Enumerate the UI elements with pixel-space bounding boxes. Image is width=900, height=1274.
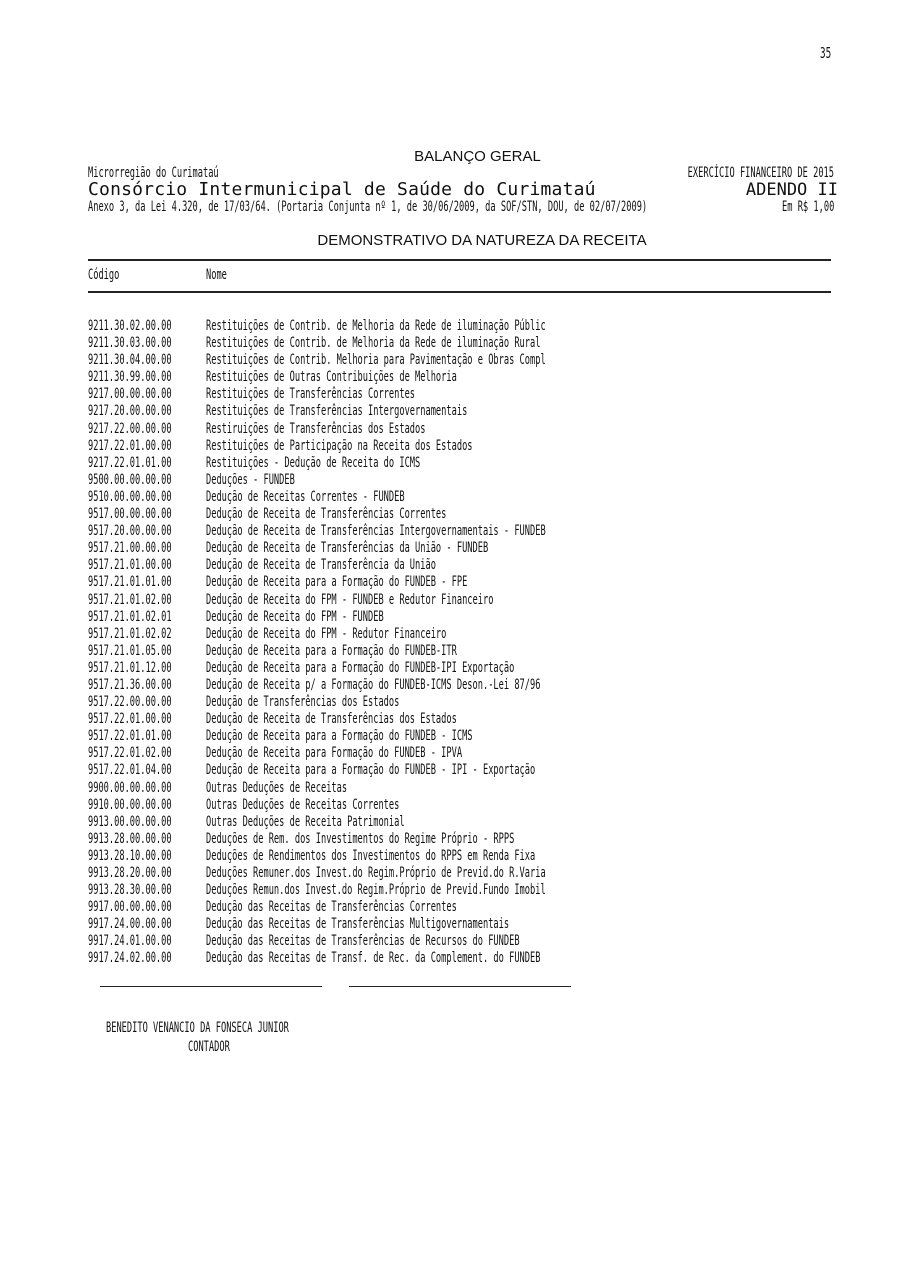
row-name: Restituições - Dedução de Receita do ICMS — [206, 454, 421, 471]
row-name: Dedução de Receita de Transferências Correntes — [206, 506, 447, 523]
row-code: 9517.21.01.12.00 — [88, 659, 172, 676]
signer-name: BENEDITO VENANCIO DA FONSECA JUNIOR — [106, 1020, 289, 1036]
row-code: 9517.21.01.02.00 — [88, 591, 172, 608]
header-rule-bottom — [88, 291, 831, 293]
column-header-code: Código — [88, 267, 120, 283]
row-name: Dedução de Receita de Transferências da União - FUNDEB — [206, 540, 489, 557]
row-code: 9211.30.04.00.00 — [88, 352, 172, 369]
row-name: Restituições de Transferências Intergovernamentais — [206, 403, 468, 420]
row-name: Dedução de Receita de Transferências dos Estados — [206, 711, 457, 728]
row-name: Dedução das Receitas de Transferências Correntes — [206, 899, 457, 916]
section-title: DEMONSTRATIVO DA NATUREZA DA RECEITA — [317, 232, 647, 249]
row-code: 9913.28.00.00.00 — [88, 830, 172, 847]
row-code: 9917.00.00.00.00 — [88, 899, 172, 916]
row-name: Restituições de Contrib. de Melhoria da Rede de iluminação Rural — [206, 335, 541, 352]
row-name: Restituições de Contrib. Melhoria para Pavimentação e Obras Compl — [206, 352, 546, 369]
row-name: Dedução de Transferências dos Estados — [206, 694, 400, 711]
signature-line — [100, 986, 322, 987]
row-code: 9517.22.01.02.00 — [88, 745, 172, 762]
row-code: 9217.22.01.01.00 — [88, 454, 172, 471]
row-code: 9211.30.03.00.00 — [88, 335, 172, 352]
report-title: BALANÇO GERAL — [414, 148, 541, 165]
row-code: 9510.00.00.00.00 — [88, 488, 172, 505]
row-name: Outras Deduções de Receita Patrimonial — [206, 813, 405, 830]
row-code: 9517.22.00.00.00 — [88, 694, 172, 711]
row-code: 9517.00.00.00.00 — [88, 506, 172, 523]
row-name: Dedução de Receita do FPM - FUNDEB — [206, 608, 384, 625]
row-name: Restituições de Contrib. de Melhoria da Rede de iluminação Públic — [206, 318, 546, 334]
row-code: 9500.00.00.00.00 — [88, 471, 172, 488]
row-code: 9517.21.36.00.00 — [88, 676, 172, 693]
row-code: 9913.28.30.00.00 — [88, 882, 172, 899]
row-code: 9913.28.20.00.00 — [88, 865, 172, 881]
currency-label: Em R$ 1,00 — [781, 199, 834, 215]
row-code: 9917.24.01.00.00 — [88, 933, 172, 950]
row-code: 9517.21.01.01.00 — [88, 574, 172, 591]
row-name: Restiruições de Transferências dos Estados — [206, 420, 426, 437]
row-code: 9217.22.00.00.00 — [88, 420, 172, 437]
region-label: Microrregião do Curimataú — [88, 165, 219, 181]
row-name: Dedução das Receitas de Transf. de Rec. da Complement. do FUNDEB — [206, 950, 541, 967]
row-name: Restituições de Outras Contribuições de Melhoria — [206, 369, 457, 386]
row-code: 9517.21.01.00.00 — [88, 557, 172, 574]
row-name: Dedução de Receitas Correntes - FUNDEB — [206, 488, 405, 505]
row-code: 9517.22.01.01.00 — [88, 728, 172, 745]
row-name: Deduções Remun.dos Invest.do Regim.Próprio de Previd.Fundo Imobil — [206, 882, 546, 899]
addendum-label: ADENDO II — [745, 180, 838, 200]
row-code: 9517.21.00.00.00 — [88, 540, 172, 557]
row-code: 9913.00.00.00.00 — [88, 813, 172, 830]
row-name: Dedução de Receita para a Formação do FUNDEB - FPE — [206, 574, 468, 591]
column-header-name: Nome — [206, 267, 227, 283]
legal-basis: Anexo 3, da Lei 4.320, de 17/03/64. (Portaria Conjunta nº 1, de 30/06/2009, da SOF/STN, DOU, de 02/07/2009) — [88, 199, 648, 215]
row-code: 9211.30.99.00.00 — [88, 369, 172, 386]
row-name: Dedução de Receita do FPM - FUNDEB e Redutor Financeiro — [206, 591, 494, 608]
row-name: Dedução de Receita para a Formação do FUNDEB - IPI - Exportação — [206, 762, 536, 779]
row-code: 9517.20.00.00.00 — [88, 523, 172, 540]
row-code: 9517.21.01.02.02 — [88, 625, 172, 642]
row-code: 9913.28.10.00.00 — [88, 847, 172, 864]
row-name: Dedução de Receita para a Formação do FUNDEB - ICMS — [206, 728, 473, 745]
row-name: Dedução das Receitas de Transferências Multigovernamentais — [206, 916, 510, 933]
row-code: 9217.22.01.00.00 — [88, 437, 172, 454]
row-name: Deduções Remuner.dos Invest.do Regim.Próprio de Previd.do R.Varia — [206, 865, 546, 881]
row-name: Outras Deduções de Receitas Correntes — [206, 796, 400, 813]
row-code: 9900.00.00.00.00 — [88, 779, 172, 796]
row-name: Deduções de Rendimentos dos Investimentos do RPPS em Renda Fixa — [206, 847, 536, 864]
row-name: Dedução de Receita do FPM - Redutor Financeiro — [206, 625, 447, 642]
row-name: Restituições de Transferências Correntes — [206, 386, 416, 403]
row-name: Dedução de Receita para a Formação do FUNDEB-ITR — [206, 642, 457, 659]
entity-name: Consórcio Intermunicipal de Saúde do Curimataú — [88, 179, 596, 200]
signature-line — [349, 986, 571, 987]
row-name: Dedução de Receita de Transferência da União — [206, 557, 436, 574]
row-name: Outras Deduções de Receitas — [206, 779, 348, 796]
header-rule-top — [88, 259, 831, 261]
page-number: 35 — [820, 44, 832, 62]
row-code: 9517.21.01.02.01 — [88, 608, 172, 625]
row-name: Dedução de Receita para Formação do FUNDEB - IPVA — [206, 745, 463, 762]
row-name: Dedução de Receita de Transferências Intergovernamentais - FUNDEB — [206, 523, 546, 540]
row-code: 9217.20.00.00.00 — [88, 403, 172, 420]
fiscal-year-label: EXERCÍCIO FINANCEIRO DE 2015 — [687, 165, 834, 181]
row-code: 9917.24.00.00.00 — [88, 916, 172, 933]
row-code: 9910.00.00.00.00 — [88, 796, 172, 813]
row-code: 9517.22.01.04.00 — [88, 762, 172, 779]
row-code: 9917.24.02.00.00 — [88, 950, 172, 967]
row-name: Restituições de Participação na Receita dos Estados — [206, 437, 473, 454]
row-name: Dedução de Receita para a Formação do FUNDEB-IPI Exportação — [206, 659, 515, 676]
row-name: Deduções - FUNDEB — [206, 471, 295, 488]
row-code: 9217.00.00.00.00 — [88, 386, 172, 403]
row-name: Dedução das Receitas de Transferências de Recursos do FUNDEB — [206, 933, 520, 950]
row-code: 9211.30.02.00.00 — [88, 318, 172, 334]
row-code: 9517.21.01.05.00 — [88, 642, 172, 659]
row-code: 9517.22.01.00.00 — [88, 711, 172, 728]
signer-role: CONTADOR — [188, 1039, 230, 1055]
row-name: Dedução de Receita p/ a Formação do FUNDEB-ICMS Deson.-Lei 87/96 — [206, 676, 541, 693]
row-name: Deduções de Rem. dos Investimentos do Regime Próprio - RPPS — [206, 830, 515, 847]
